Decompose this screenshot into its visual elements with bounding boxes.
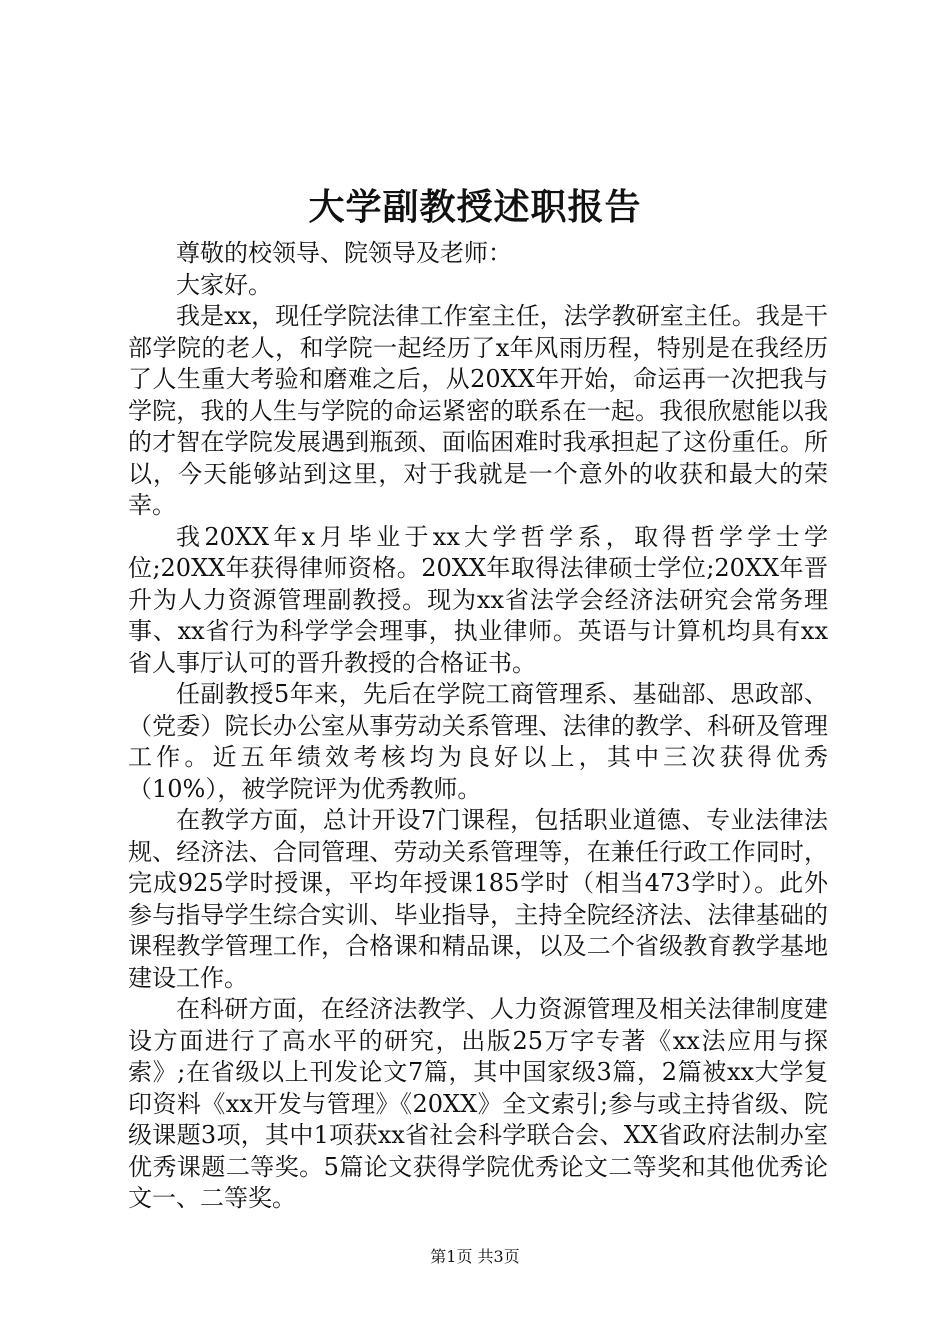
page-number: 第1页 共3页 (430, 1247, 520, 1266)
paragraph-research: 在科研方面，在经济法教学、人力资源管理及相关法律制度建设方面进行了高水平的研究，出版25万字专著《xx法应用与探索》;在省级以上刊发论文7篇，其中国家级3篇，2篇被xx大学复印资料《xx开发与管理》《20XX》全文索引;参与或主持省级、院级课题3项，其中1项获xx省社会科学联合会、XX省政府法制办室优秀课题二等奖。5篇论文获得学院优秀论文二等奖和其他优秀论文一、二等奖。 (128, 995, 828, 1212)
greeting: 大家好。 (176, 270, 272, 299)
paragraph-teaching: 在教学方面，总计开设7门课程，包括职业道德、专业法律法规、经济法、合同管理、劳动关系管理等，在兼任行政工作同时，完成925学时授课，平均年授课185学时（相当473学时）。此外参与指导学生综合实训、毕业指导，主持全院经济法、法律基础的课程教学管理工作，合格课和精品课，以及二个省级教育教学基地建设工作。 (128, 806, 828, 992)
paragraph-intro: 我是xx，现任学院法律工作室主任，法学教研室主任。我是干部学院的老人，和学院一起经历了x年风雨历程，特别是在我经历了人生重大考验和磨难之后，从20XX年开始，命运再一次把我与学院，我的人生与学院的命运紧密的联系在一起。我很欣慰能以我的才智在学院发展遇到瓶颈、面临困难时我承担起了这份重任。所以，今天能够站到这里，对于我就是一个意外的收获和最大的荣幸。 (128, 302, 828, 519)
document-body (128, 238, 828, 1215)
document-title: 大学副教授述职报告 (308, 186, 642, 228)
paragraph-education: 我20XX年x月毕业于xx大学哲学系，取得哲学学士学位;20XX年获得律师资格。20XX年取得法律硕士学位;20XX年晋升为人力资源管理副教授。现为xx省法学会经济法研究会常务理事、xx省行为科学学会理事，执业律师。英语与计算机均具有xx省人事厅认可的晋升教授的合格证书。 (128, 522, 828, 677)
salutation: 尊敬的校领导、院领导及老师： (176, 239, 512, 267)
paragraph-tenure: 任副教授5年来，先后在学院工商管理系、基础部、思政部、（党委）院长办公室从事劳动关系管理、法律的教学、科研及管理工作。近五年绩效考核均为良好以上，其中三次获得优秀（10%），被学院评为优秀教师。 (128, 680, 828, 803)
